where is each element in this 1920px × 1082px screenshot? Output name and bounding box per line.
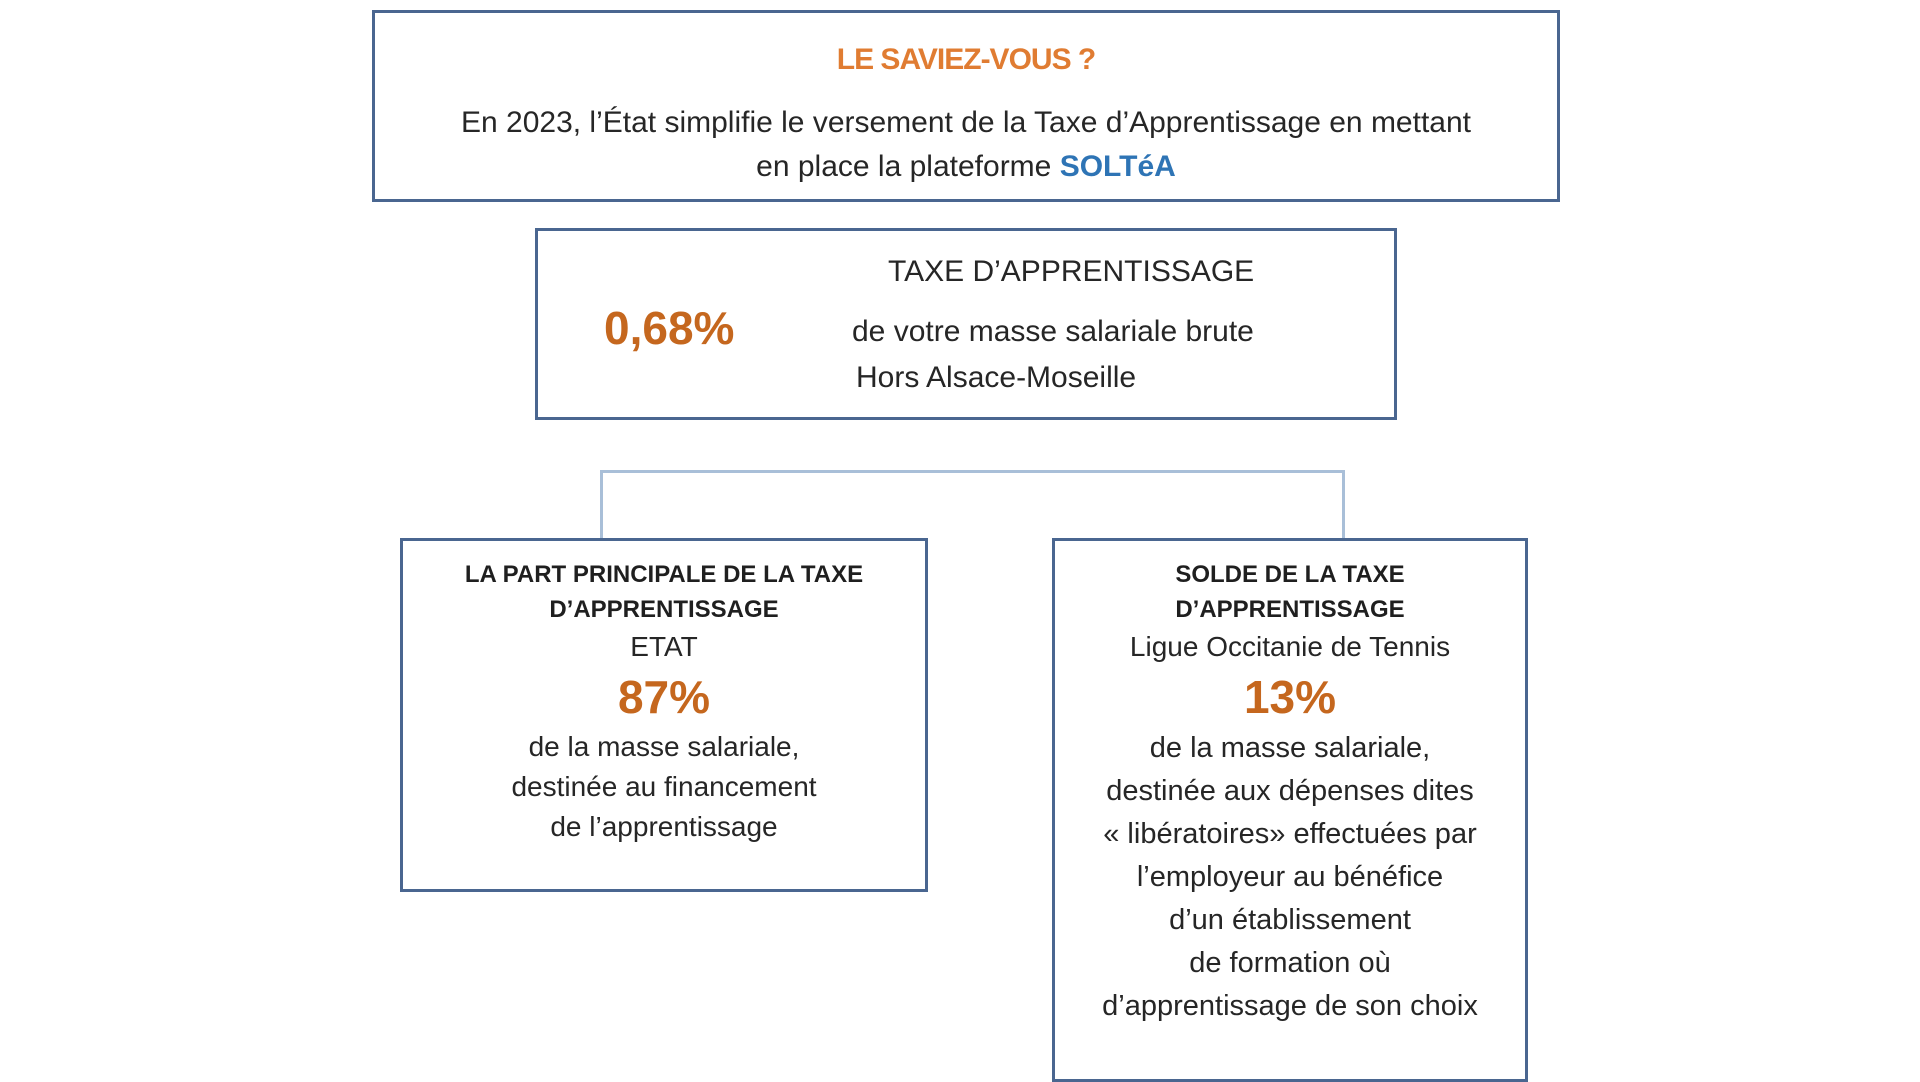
info-box [372,10,1560,202]
main-share-description [403,727,925,847]
split-connector [600,470,1345,542]
balance-desc-line: de formation où [1189,947,1391,979]
info-text-line1: En 2023, l’État simplifie le versement de la Taxe d’Apprentissage en mettant [460,106,1471,139]
info-text-line2: en place la plateforme [756,150,1060,183]
balance-desc-line: destinée aux dépenses dites [1106,775,1474,807]
info-text [405,101,1527,189]
balance-desc-line: l’employeur au bénéfice [1136,861,1444,893]
balance-heading-line1: SOLDE DE LA TAXE [1175,561,1405,588]
main-share-heading-line2: D’APPRENTISSAGE [549,596,779,623]
tax-box [535,228,1397,420]
info-title: LE SAVIEZ-VOUS ? [836,43,1096,76]
balance-percent: 13% [1243,671,1337,723]
balance-desc-line: d’apprentissage de son choix [1102,990,1478,1022]
balance-heading-line2: D’APPRENTISSAGE [1175,596,1405,623]
tax-rate: 0,68% [604,302,735,354]
main-share-entity: ETAT [630,631,698,662]
balance-box [1052,538,1528,1082]
balance-description [1055,727,1525,1028]
balance-desc-line: de la masse salariale, [1149,732,1431,764]
balance-desc-line: « libératoires» effectuées par [1103,818,1477,850]
main-share-desc-line: de l’apprentissage [550,811,778,842]
tax-description: de votre masse salariale brute [852,315,1254,348]
balance-heading [1055,557,1525,627]
main-share-percent: 87% [617,671,711,723]
main-share-box [400,538,928,892]
tax-title: TAXE D’APPRENTISSAGE [888,255,1255,288]
main-share-desc-line: destinée au financement [511,771,817,802]
main-share-heading [403,557,925,627]
balance-desc-line: d’un établissement [1169,904,1411,936]
main-share-heading-line1: LA PART PRINCIPALE DE LA TAXE [464,561,864,588]
main-share-desc-line: de la masse salariale, [528,731,800,762]
balance-entity: Ligue Occitanie de Tennis [1129,631,1451,662]
platform-name: SOLTéA [1059,150,1176,183]
tax-region: Hors Alsace-Moseille [856,361,1137,394]
